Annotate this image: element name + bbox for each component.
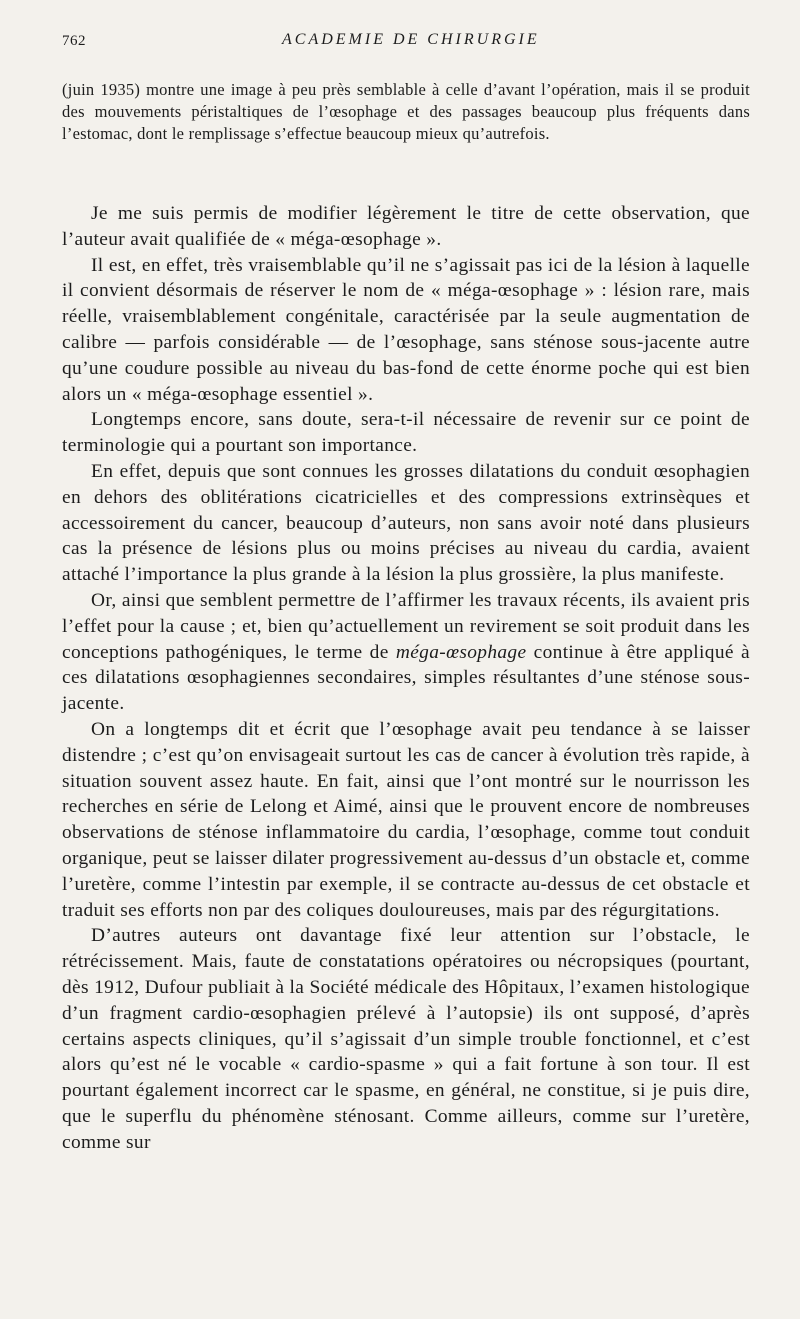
paragraph-2: Il est, en effet, très vraisemblable qu’il ne s’agissait pas ici de la lésion à laquelle il convient désormais de réserver le nom de « méga-œsophage » : lésion rare, mais réelle, vraisemblablement congénitale, caractérisée par la seule augmentation de calibre — parfois considérable — de l’œsophage, sans sténose sous-jacente autre qu’une coudure possible au niveau du bas-fond de cette énorme poche qui est bien alors un « méga-œsophage essentiel ». <box>62 254 750 405</box>
paragraph-5 <box>62 588 750 717</box>
continued-paragraph: (juin 1935) montre une image à peu près semblable à celle d’avant l’opération, mais il se produit des mouvements péristaltiques de l’œsophage et des passages beaucoup plus fréquents dans l’estomac, dont le remplissage s’effectue beaucoup mieux qu’autrefois. <box>62 80 750 143</box>
main-text <box>62 201 750 1155</box>
running-title: ACADEMIE DE CHIRURGIE <box>282 31 540 48</box>
paragraph-4: En effet, depuis que sont connues les grosses dilatations du conduit œsophagien en dehors des oblitérations cicatricielles et des compressions extrinsèques et accessoirement du cancer, beaucoup d’auteurs, non sans avoir noté dans plusieurs cas la présence de lésions plus ou moins précises au niveau du cardia, avaient attaché l’importance la plus grande à la lésion la plus grossière, la plus manifeste. <box>62 460 750 586</box>
paragraph-6: On a longtemps dit et écrit que l’œsophage avait peu tendance à se laisser distendre ; c’est qu’on envisageait surtout les cas de cancer à évolution très rapide, à situation souvent assez haute. En fait, ainsi que l’ont montré sur le nourrisson les recherches en série de Lelong et Aimé, ainsi que le prouvent encore de nombreuses observations de sténose inflammatoire du cardia, l’œsophage, comme tout conduit organique, peut se laisser dilater progressivement au-dessus d’un obstacle et, comme l’uretère, comme l’intestin par exemple, il se contracte au-dessus de cet obstacle et traduit ses efforts non par des coliques douloureuses, mais par des régurgitations. <box>62 718 750 921</box>
page-header <box>62 30 750 58</box>
paragraph-3: Longtemps encore, sans doute, sera-t-il nécessaire de revenir sur ce point de terminologie qui a pourtant son importance. <box>62 409 750 457</box>
paragraph-7: D’autres auteurs ont davantage fixé leur attention sur l’obstacle, le rétrécissement. Mais, faute de constatations opératoires ou nécropsiques (pourtant, dès 1912, Dufour publiait à la Société médicale des Hôpitaux, l’examen histologique d’un fragment cardio-œsophagien prélevé à l’autopsie) ils ont supposé, d’après certains aspects cliniques, qu’il s’agissait d’un simple trouble fonctionnel, et c’est alors qu’est né le vocable « cardio-spasme » qui a fait fortune à son tour. Il est pourtant également incorrect car le spasme, en général, ne constitue, si je puis dire, que le superflu du phénomène sténosant. Comme ailleurs, comme sur l’uretère, comme sur <box>62 925 750 1153</box>
paragraph-5-italic-term: méga-œsophage <box>395 641 527 663</box>
paragraph-5-text-after: continue à être appliqué à ces dilatations œsophagiennes secondaires, simples résultantes d’une sténose sous-jacente. <box>62 641 750 715</box>
paragraph-5-text-before: Or, ainsi que semblent permettre de l’affirmer les travaux récents, ils avaient pris l’effet pour la cause ; et, bien qu’actuellement un revirement se soit produit dans les conceptions pathogéniques, le terme de <box>62 589 750 663</box>
paragraph-1: Je me suis permis de modifier légèrement le titre de cette observation, que l’auteur avait qualifiée de « méga-œsophage ». <box>62 203 750 250</box>
page-number: 762 <box>62 33 86 49</box>
